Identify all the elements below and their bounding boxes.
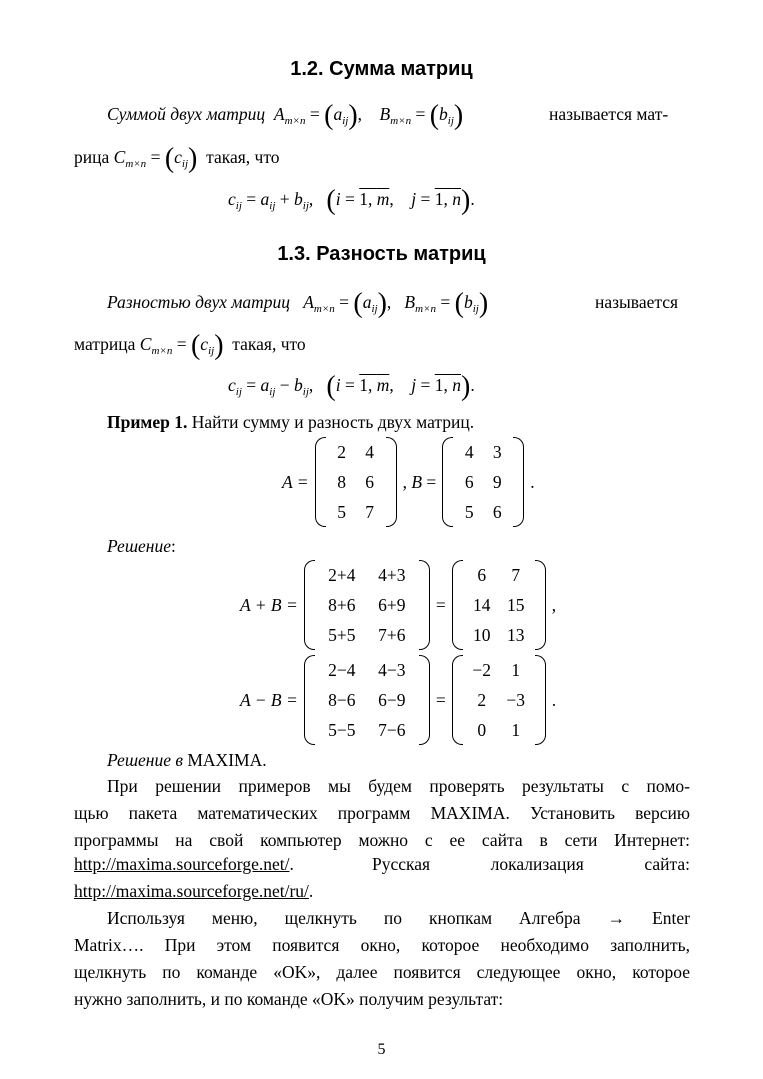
matrix-cell: 3	[492, 442, 502, 462]
section-heading-difference: 1.3. Разность матриц	[277, 243, 486, 265]
matrix-cell: 5	[337, 502, 346, 522]
matrix-cell: 9	[492, 472, 502, 492]
maxima-para2-line2: Matrix…. При этом появится окно, которое необходимо заполнить,	[74, 935, 690, 955]
difference-definition-line-2: матрица $C_{m\times n} = (c_{ij})$ такая, что	[74, 330, 306, 361]
difference-intro-text: Разностью двух матриц	[107, 292, 291, 312]
sum-solution: A + B = 2+4 4+3 8+6 6+9 5+5 7+6 = 6 7 14 15 10 13 ,	[240, 560, 562, 650]
sum-definition-line-1: Суммой двух матриц $A_{m\times n} = (a_{ij})$, $B_{m\times n} = (b_{ij})$	[107, 100, 464, 131]
maxima-para2-line3: щелкнуть по команде «OK», далее появится следующее окно, которое	[74, 962, 690, 982]
maxima-localization-text: Русская локализация сайта:	[372, 854, 690, 874]
difference-called-text: называется	[595, 292, 679, 312]
matrix-cell: 5−5	[328, 720, 356, 740]
matrix-cell: 4	[464, 442, 474, 462]
matrix-cell: 4−3	[378, 660, 406, 680]
matrix-cell: 7−6	[378, 720, 406, 740]
difference-result-matrix	[452, 655, 546, 745]
maxima-heading: Решение в MAXIMA.	[107, 750, 267, 770]
matrix-cell: 7	[365, 502, 374, 522]
example-matrices: A = 2 4 8 6 5 7 , B = 4 3 6 9 5 6 .	[282, 437, 541, 527]
matrix-cell: −3	[506, 690, 525, 710]
matrix-cell: 5	[464, 502, 474, 522]
sum-such-that: такая, что	[206, 147, 280, 167]
sum-called-text: называется мат-	[549, 104, 669, 124]
maxima-link-main[interactable]: http://maxima.sourceforge.net/	[74, 854, 290, 874]
matrix-cell: 6	[492, 502, 502, 522]
matrix-a	[315, 437, 397, 527]
difference-definition-line-1: Разностью двух матриц $A_{m\times n} = (a_{ij})$, $B_{m\times n} = (b_{ij})$	[107, 288, 489, 319]
sum-result-matrix	[452, 560, 546, 650]
maxima-para1-line4: http://maxima.sourceforge.net/.	[74, 854, 294, 874]
matrix-cell: −2	[472, 660, 491, 680]
matrix-cell: 7+6	[378, 625, 406, 645]
example-statement	[107, 412, 474, 433]
matrix-cell: 15	[506, 595, 525, 615]
sum-definition-line-2: рица $C_{m\times n} = (c_{ij})$ такая, что	[74, 143, 280, 174]
matrix-cell: 6	[464, 472, 474, 492]
maxima-para1-line5: http://maxima.sourceforge.net/ru/.	[74, 881, 314, 901]
maxima-para1-line3: программы на свой компьютер можно с ее сайта в сети Интернет:	[74, 830, 690, 850]
matrix-cell: 4	[365, 442, 374, 462]
sum-expression-matrix	[304, 560, 430, 650]
maxima-para1-line1: При решении примеров мы будем проверять результаты с помо-	[107, 776, 690, 796]
maxima-link-ru[interactable]: http://maxima.sourceforge.net/ru/	[74, 881, 309, 901]
matrix-cell: 2+4	[328, 565, 356, 585]
matrix-cell: 1	[511, 660, 521, 680]
difference-formula: $c_{ij} = a_{ij} - b_{ij}$, (i = 1, m, j = 1, n).	[228, 371, 475, 402]
matrix-cell: 6	[365, 472, 374, 492]
matrix-cell: 6	[477, 565, 487, 585]
page-number: 5	[377, 1041, 386, 1058]
maxima-para2-line1: Используя меню, щелкнуть по кнопкам Алгебра → Enter	[107, 908, 690, 928]
matrix-cell: 5+5	[328, 625, 356, 645]
difference-solution: A − B = 2−4 4−3 8−6 6−9 5−5 7−6 = −2 1 2 −3 0 1 .	[240, 655, 562, 745]
matrix-cell: 4+3	[378, 565, 406, 585]
difference-line2-prefix: матрица	[74, 334, 136, 354]
example-label: Пример 1.	[107, 412, 188, 432]
difference-expression-matrix	[304, 655, 430, 745]
difference-such-that: такая, что	[232, 334, 306, 354]
matrix-cell: 0	[477, 720, 487, 740]
section-heading-sum: 1.2. Сумма матриц	[290, 58, 473, 80]
matrix-cell: 10	[472, 625, 491, 645]
matrix-cell: 6−9	[378, 690, 406, 710]
maxima-para1-line2: щью пакета математических программ MAXIMA. Установить версию	[74, 803, 690, 823]
matrix-cell: 8	[337, 472, 346, 492]
matrix-cell: 7	[511, 565, 521, 585]
matrix-cell: 1	[511, 720, 521, 740]
matrix-cell: 2−4	[328, 660, 356, 680]
matrix-cell: 6+9	[378, 595, 406, 615]
matrix-cell: 14	[472, 595, 491, 615]
matrix-cell: 2	[477, 690, 487, 710]
matrix-cell: 8−6	[328, 690, 356, 710]
sum-formula: $c_{ij} = a_{ij} + b_{ij}$, (i = 1, m, j = 1, n).	[228, 185, 475, 216]
sum-intro-text: Суммой двух матриц	[107, 104, 266, 124]
example-text: Найти сумму и разность двух матриц.	[191, 412, 475, 432]
matrix-b	[442, 437, 524, 527]
matrix-cell: 13	[506, 625, 525, 645]
maxima-para2-line4: нужно заполнить, и по команде «OK» получим результат:	[74, 989, 504, 1009]
sum-line2-prefix: рица	[74, 147, 110, 167]
matrix-cell: 2	[337, 442, 346, 462]
solution-label: Решение:	[107, 536, 176, 556]
matrix-cell: 8+6	[328, 595, 356, 615]
